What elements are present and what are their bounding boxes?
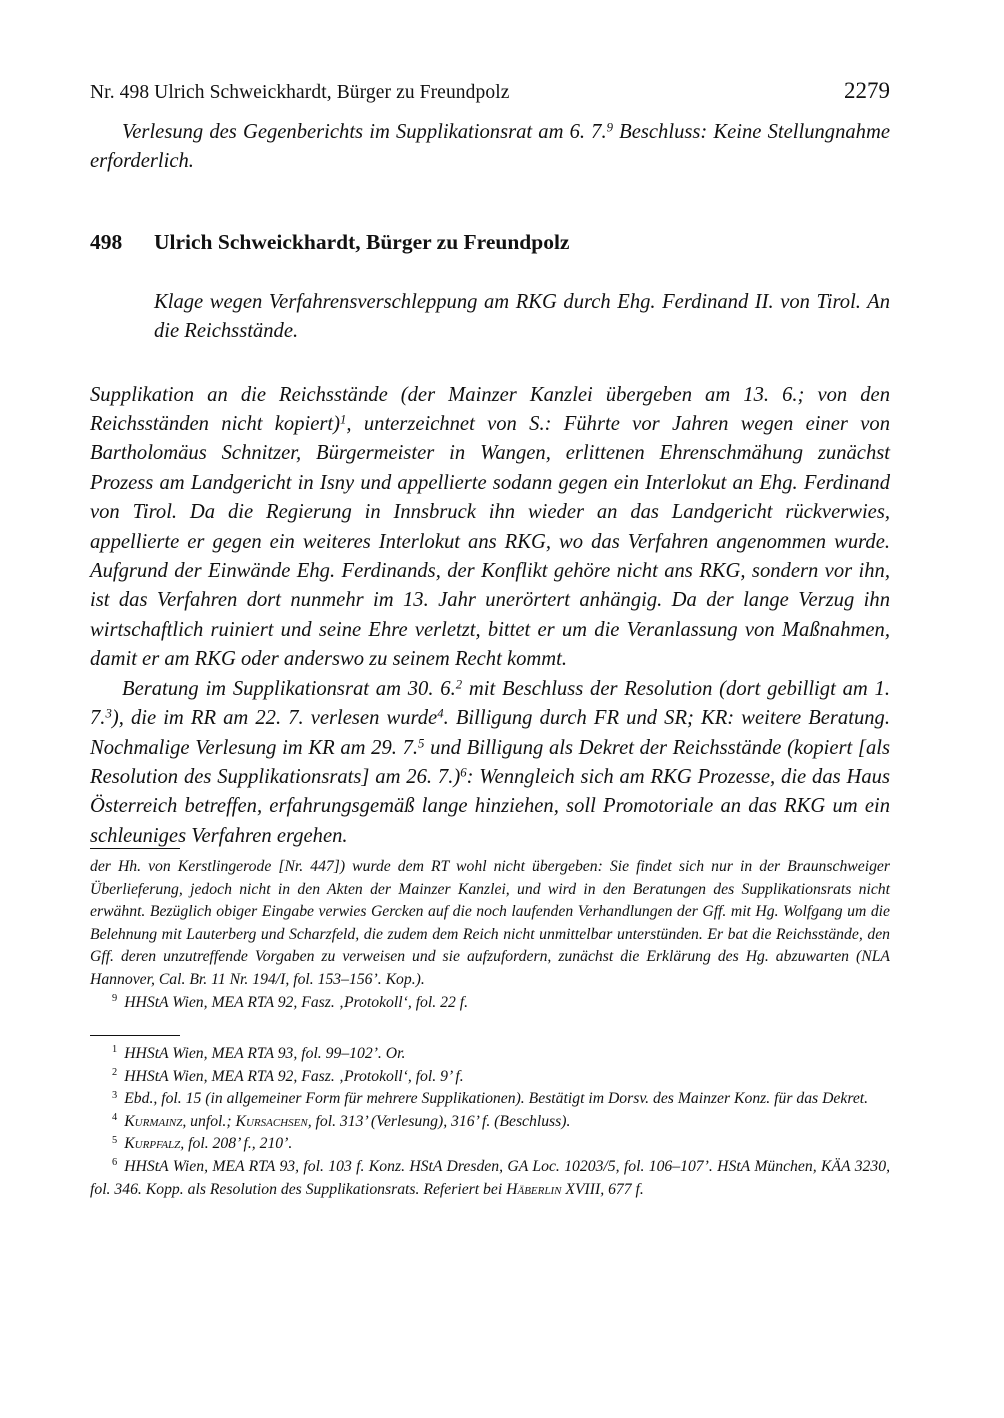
footnote-item-2 [90,1066,890,1089]
body-p2-part-a: Beratung im Supplikationsrat am 30. 6. [122,677,456,700]
footnote-marker-1: 1 [339,412,347,427]
footnote-text-5: , fol. 208’ f., 210’. [180,1135,293,1153]
footnote-number-6: 6 [112,1157,118,1169]
footnote-marker-2: 2 [455,677,463,692]
body-p1-part-b: , unterzeichnet von S.: Führte vor Jahren wegen einer von Bartholomäus Schnitzer, Bürgermeister in Wangen, erlittenen Ehrenschmähung zunächst Prozess am Landgericht in Isny und appellierte sodann gegen ein Interlokut an Ehg. Ferdinand von Tirol. Da die Regierung in Innsbruck ihn wieder an das Landgericht rückverwies, appellierte er gegen ein weiteres Interlokut ans RKG, wo das Verfahren angenommen wurde. Aufgrund der Einwände Ehg. Ferdinands, der Konflikt gehöre nicht ans RKG, sondern vor ihn, ist das Verfahren dort nunmehr im 13. Jahr unerörtert anhängig. Da der lange Verzug ihn wirtschaftlich ruiniert und seine Ehre verletzt, bittet er um die Veranlassung von Maßnahmen, damit er am RKG oder anderswo zu seinem Recht kommt. [90,413,891,671]
footnote-number-3: 3 [112,1089,118,1101]
footnote-text-2: HHStA Wien, MEA RTA 92, Fasz. ‚Protokoll‘, fol. 9’ f. [124,1067,464,1085]
text-column [90,118,890,851]
footnote-marker-3: 3 [105,706,112,721]
footnote-4-smallcaps-2: Kursachsen [235,1112,308,1130]
body-p2-part-b: mit Beschluss der Resolution (dort gebilligt am 1. 7. [90,677,890,730]
footnote-marker-9: 9 [606,120,614,135]
footnote-number-1: 1 [112,1044,118,1056]
body-paragraph-2 [90,675,890,851]
footnote-text-6b: XVIII, 677 f. [561,1180,644,1198]
footnote-text-4: , fol. 313’ (Verlesung), 316’ f. (Beschluss). [307,1112,571,1130]
running-head [90,78,890,104]
footnote-number-9: 9 [112,992,118,1004]
footnote-marker-4: 4 [437,706,444,721]
body-paragraph-1 [90,381,890,675]
footnote-text-1: HHStA Wien, MEA RTA 93, fol. 99–102’. Or. [124,1045,406,1062]
body-p2-part-d: . Billigung durch FR und SR; KR: weitere Beratung. Nochmalige Verlesung im KR am 29. 7. [90,707,890,759]
footnote-item-1 [90,1043,890,1066]
footnote-item-3 [90,1088,890,1111]
footnote-item-5 [90,1133,890,1156]
page-number: 2279 [844,78,890,103]
footnote-5-smallcaps-1: Kurpfalz [124,1135,181,1153]
footnote-continued-text: der Hh. von Kerstlingerode [Nr. 447]) wurde dem RT wohl nicht übergeben: Sie findet sich nur in der Braunschweiger Überlieferung, jedoch nicht in den Akten der Mainzer Kanzlei, und wird in den Beratungen des Supplikationsrats nicht erwähnt. Bezüglich obiger Eingabe verwies Gercken auf die noch laufenden Verhandlungen der Gff. mit Hg. Wolfgang um die Belehnung mit Lauterberg und Scharzfeld, die zudem dem Reich nicht unmittelbar unterstünden. Er bat die Reichsstände, den Gff. deren unzutreffende Vorgaben zu verweisen und sie aufzufordern, zunächst die Erklärung des Hg. abzuwarten (NLA Hannover, Cal. Br. 11 Nr. 194/I, fol. 153–156’. Kop.). [90,858,890,988]
footnote-block-main [90,1035,890,1201]
body-p1-part-a: Supplikation an die Reichsstände (der Mainzer Kanzlei übergeben am 13. 6.; von den Reichsständen nicht kopiert) [90,383,890,436]
top-paragraph-text-after: Beschluss: Keine Stellungnahme erforderlich. [90,121,890,173]
footnote-item-4 [90,1111,890,1134]
footnote-separator-rule-2 [90,1035,180,1036]
section-heading [90,230,890,255]
footnote-item-9 [90,992,890,1015]
footnote-text-3: Ebd., fol. 15 (in allgemeiner Form für mehrere Supplikationen). Bestätigt im Dorsv. des Mainzer Konz. für das Dekret. [124,1090,869,1108]
footnote-4-mid: , unfol.; [182,1112,236,1130]
footnote-6-smallcaps-1: Häberlin [506,1180,562,1198]
footnote-text-9: HHStA Wien, MEA RTA 92, Fasz. ‚Protokoll‘, fol. 22 f. [124,993,468,1011]
footnote-4-smallcaps-1: Kurmainz [124,1112,183,1130]
section-regest: Klage wegen Verfahrensverschleppung am RKG durch Ehg. Ferdinand II. von Tirol. An die Reichsstände. [154,290,890,343]
footnote-marker-6: 6 [460,765,467,780]
body-p2-part-c: ), die im RR am 22. 7. verlesen wurde [111,707,438,730]
running-head-title: Nr. 498 Ulrich Schweickhardt, Bürger zu Freundpolz [90,82,510,103]
footnote-item-6 [90,1156,890,1201]
top-paragraph [90,118,890,177]
body-p2-part-e: und Billigung als Dekret der Reichsstände (kopiert [als Resolution des Supplikationsrats] am 26. 7.) [90,736,890,788]
footnote-block-continued [90,848,890,1014]
footnote-number-4: 4 [112,1112,118,1124]
section-title: Ulrich Schweickhardt, Bürger zu Freundpolz [154,229,570,254]
footnote-marker-5: 5 [418,735,425,750]
footnote-text-6a: HHStA Wien, MEA RTA 93, fol. 103 f. Konz. HStA Dresden, GA Loc. 10203/5, fol. 106–107’. HStA München, KÄA 3230, fol. 346. Kopp. als Resolution des Supplikationsrats. Referiert bei [90,1157,890,1198]
footnote-number-2: 2 [112,1066,118,1078]
footnote-separator-rule [90,848,180,849]
body-p2-part-f: : Wenngleich sich am RKG Prozesse, die das Haus Österreich betreffen, erfahrungsgemäß lange hinziehen, soll Promotoriale an das RKG um ein schleuniges Verfahren ergehen. [90,765,890,847]
footnote-number-5: 5 [112,1134,118,1146]
section-number: 498 [90,229,123,254]
top-paragraph-text: Verlesung des Gegenberichts im Supplikationsrat am 6. 7. [122,121,607,143]
